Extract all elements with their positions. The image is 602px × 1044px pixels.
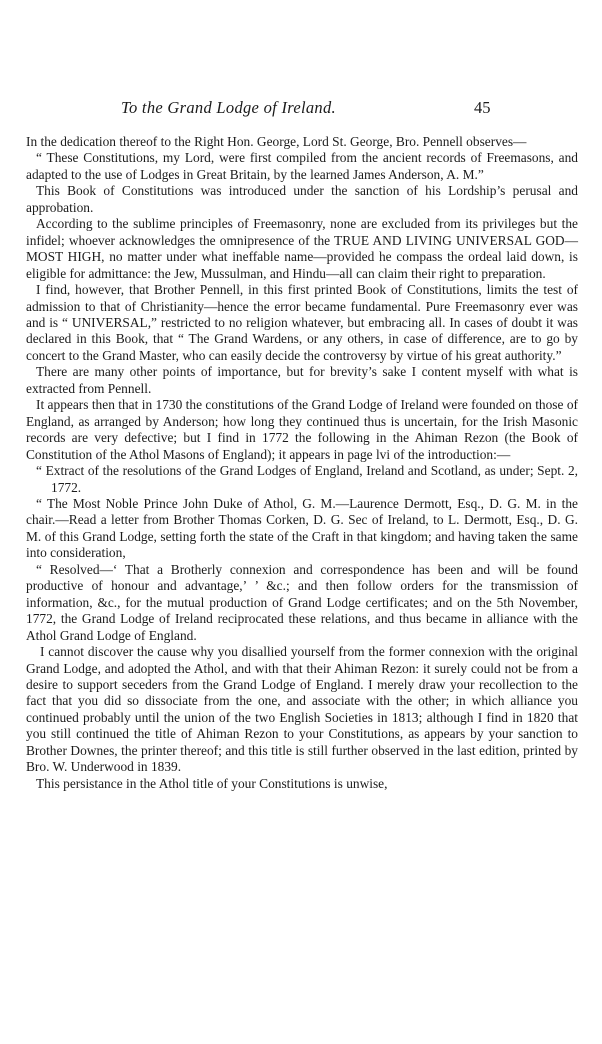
page-header — [0, 98, 602, 122]
paragraph-disallied: I cannot discover the cause why you disallied yourself from the former connexion with the original Grand Lodge, and adopted the Athol, and with that their Ahiman Rezon: it surely could not be from a desire to support seceders from the Grand Lodge of England. I merely draw your recollection to the fact that you did so dissociate from the one, and associate with the other; in which alliance you continued probably until the union of the two English Societies in 1813; although I find in 1820 that you still continued the title of Ahiman Rezon to your Constitutions, as appears by your sanction to Brother Downes, the printer thereof; and this title is still further observed in the last edition, printed by Bro. W. Underwood in 1839. — [26, 644, 578, 775]
body-text — [26, 134, 578, 792]
page-number: 45 — [474, 98, 491, 117]
quote-resolved: “ Resolved—‘ That a Brotherly connexion and correspondence has been and will be found productive of honour and advantage,’ ’ &c.; and then follow orders for the transmission of information, &c., for the mutual production of Grand Lodge certificates; and on the 5th November, 1772, the Grand Lodge of Ireland reciprocated these relations, and thus became in alliance with the Athol Grand Lodge of England. — [26, 561, 578, 643]
quote-duke-of-athol: “ The Most Noble Prince John Duke of Athol, G. M.—Laurence Dermott, Esq., D. G. M. in the chair.—Read a letter from Brother Thomas Corken, D. G. Sec of Ireland, to L. Dermott, Esq., D. G. M. of this Grand Lodge, setting forth the state of the Craft in that kingdom; and having taken the same into consideration, — [26, 495, 578, 561]
paragraph-principles: According to the sublime principles of Freemasonry, none are excluded from its privileges but the infidel; whoever acknowledges the omnipresence of the TRUE AND LIVING UNIVERSAL GOD—MOST HIGH, no matter under what ineffable name—provided he compass the ordeal laid down, is eligible for admittance: the Jew, Mussulman, and Hindu—all can claim their right to preparation. — [26, 216, 578, 281]
running-title: To the Grand Lodge of Ireland. — [121, 98, 336, 117]
paragraph-1730: It appears then that in 1730 the constitutions of the Grand Lodge of Ireland were founded on those of England, as arranged by Anderson; how long they continued thus is uncertain, for the Irish Masonic records are very defective; but I find in 1772 the following in the Ahiman Rezon (the Book of Constitution of the Athol Masons of England); it appears in page lvi of the introduction:— — [26, 397, 578, 462]
quote-constitutions: “ These Constitutions, my Lord, were first compiled from the ancient records of Freemasons, and adapted to the use of Lodges in Great Britain, by the learned James Anderson, A. M.” — [26, 150, 578, 182]
paragraph-brevity: There are many other points of importance, but for brevity’s sake I content myself with what is extracted from Pennell. — [26, 364, 578, 396]
paragraph-sanction: This Book of Constitutions was introduced under the sanction of his Lordship’s perusal and approbation. — [26, 183, 578, 215]
paragraph-dedication: In the dedication thereof to the Right Hon. George, Lord St. George, Bro. Pennell observes— — [26, 134, 527, 149]
paragraph-persistance: This persistance in the Athol title of your Constitutions is unwise, — [36, 775, 388, 791]
quote-extract-resolutions: “ Extract of the resolutions of the Grand Lodges of England, Ireland and Scotland, as under; Sept. 2, 1772. — [36, 463, 578, 495]
paragraph-pennell-test: I find, however, that Brother Pennell, in this first printed Book of Constitutions, limits the test of admission to that of Christianity—hence the error became fundamental. Pure Freemasonry ever was and is “ UNIVERSAL,” restricted to no religion whatever, but embracing all. In cases of doubt it was declared in this Book, that “ The Grand Wardens, or any others, in case of difference, are to go by concert to the Grand Master, who can easily decide the controversy by virtue of his great authority.” — [26, 282, 578, 363]
